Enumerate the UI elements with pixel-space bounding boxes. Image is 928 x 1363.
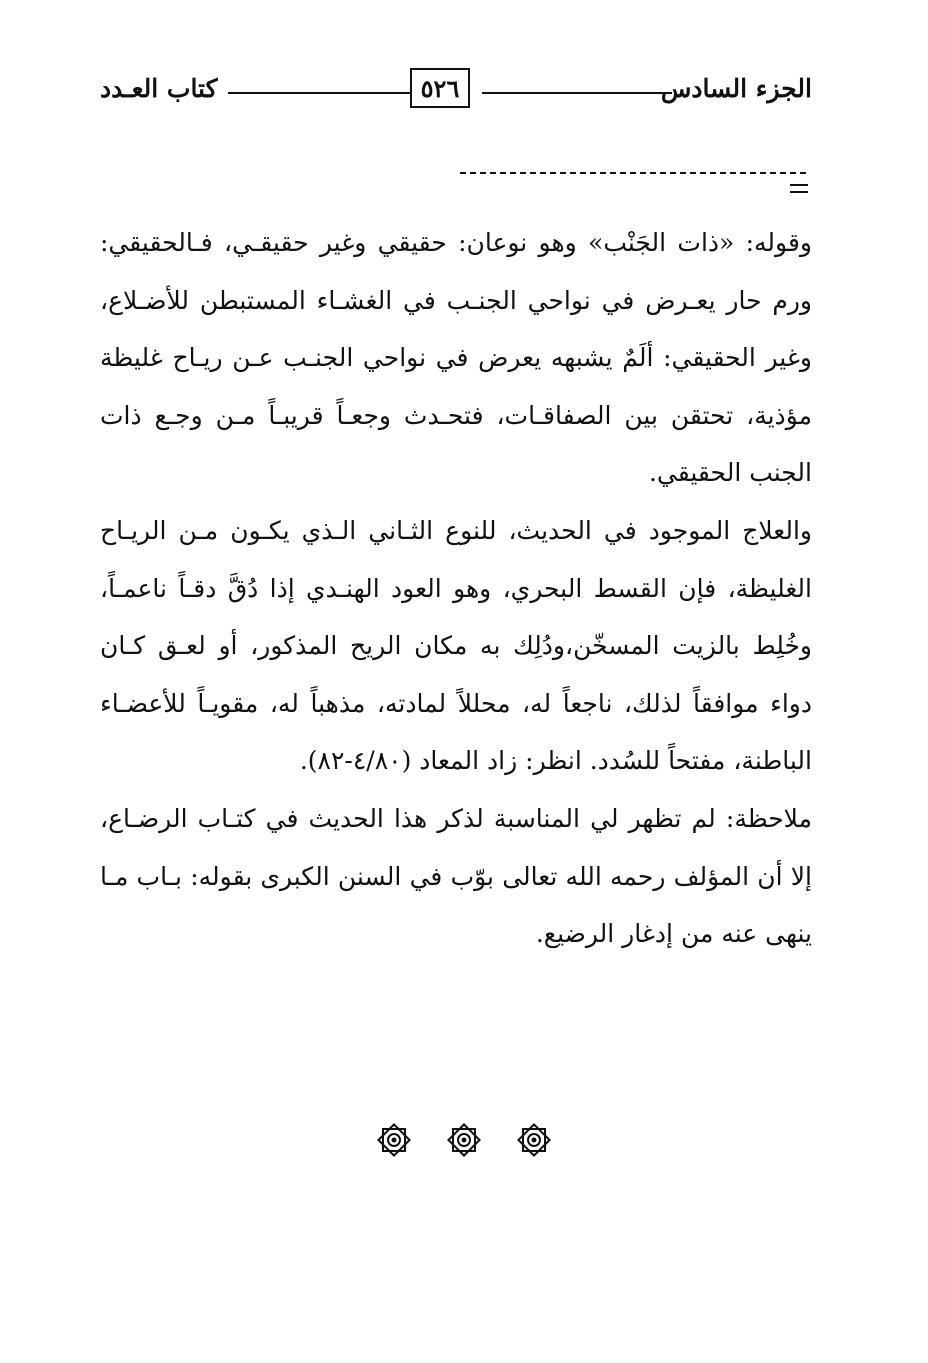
footnote-marker [790, 184, 808, 198]
footnote-text [100, 214, 812, 963]
volume-title: الجزء السادس [660, 74, 812, 103]
paragraph-definition: وقوله: «ذات الجَنْب» وهو نوعان: حقيقي وغير حقيقـي، فـالحقيقي: ورم حار يعـرض في نواحي الجنـب في الغشـاء المستبطن للأضـلاع، وغير الحقيقي: ألَمٌ يشبهه يعرض في نواحي الجنـب عـن ريـاح غليظة مؤذية، تحتقن بين الصفاقـات، فتحـدث وجعـاً قريبـاً مـن وجـع ذات الجنب الحقيقي. [100, 228, 813, 488]
paragraph-treatment: والعلاج الموجود في الحديث، للنوع الثـاني الـذي يكـون مـن الريـاح الغليظة، فإن القسط البحري، وهو العود الهنـدي إذا دُقَّ دقـاً ناعمـاً، وخُلِط بالزيت المسخّن،ودُلِك به مكان الريح المذكور، أو لعـق كـان دواء موافقاً لذلك، ناجعاً له، محللاً لمادته، مذهباً له، مقويـاً للأعضـاء الباطنة، مفتحاً للسُدد. انظر: زاد المعاد (٤/٨٠-٨٢). [100, 515, 812, 776]
running-header [100, 68, 812, 114]
footnote-separator [460, 172, 806, 174]
header-rule-left [228, 92, 410, 94]
header-rule-right [482, 92, 672, 94]
floral-ornament-icon [444, 1120, 484, 1160]
page-number: ٥٢٦ [410, 68, 470, 108]
floral-ornament-icon [374, 1120, 414, 1160]
paragraph-note: ملاحظة: لم تظهر لي المناسبة لذكر هذا الحديث في كتـاب الرضـاع، إلا أن المؤلف رحمه الله تعالى بوّب في السنن الكبرى بقوله: بـاب مـا ينهى عنه من إدغار الرضيع. [100, 803, 812, 949]
book-title: كتاب العـدد [100, 74, 218, 103]
floral-ornament-icon [514, 1120, 554, 1160]
ornament-divider [374, 1118, 554, 1162]
